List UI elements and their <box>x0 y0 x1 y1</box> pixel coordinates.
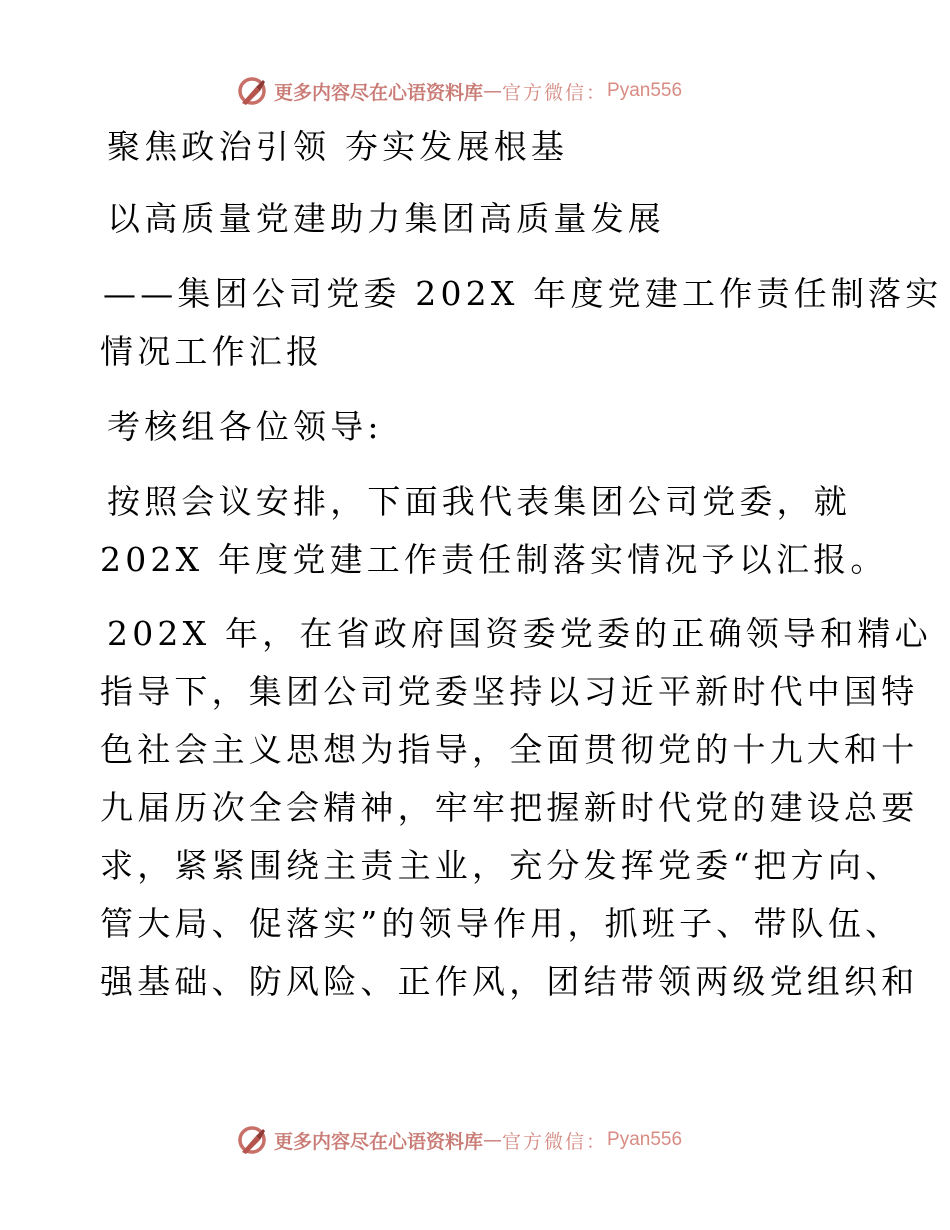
paragraph-1-line-1: 按照会议安排，下面我代表集团公司党委，就 <box>107 482 851 521</box>
paragraph-2-line-1: 202X 年，在省政府国资委党委的正确领导和精心 <box>107 614 932 653</box>
watermark-wechat-id: Pyan556 <box>607 1129 683 1150</box>
paragraph-2-line-2: 指导下，集团公司党委坚持以习近平新时代中国特 <box>100 672 919 711</box>
watermark-footer <box>236 1122 682 1158</box>
watermark-dash: — <box>483 1129 503 1151</box>
watermark-wechat-label: 官方微信： <box>502 1130 608 1153</box>
document-subtitle-line-2: 情况工作汇报 <box>100 332 324 371</box>
paragraph-1-line-2: 202X 年度党建工作责任制落实情况予以汇报。 <box>100 540 888 579</box>
paragraph-2-line-3: 色社会主义思想为指导，全面贯彻党的十九大和十 <box>100 730 919 769</box>
document-title-line-1: 聚焦政治引领 夯实发展根基 <box>107 127 569 166</box>
watermark-site-name: 更多内容尽在心语资料库 <box>274 1130 484 1153</box>
watermark-wechat-id: Pyan556 <box>607 80 683 101</box>
paragraph-2-line-6: 管大局、促落实”的领导作用，抓班子、带队伍、 <box>100 904 903 943</box>
watermark-header <box>236 73 682 109</box>
document-salutation: 考核组各位领导: <box>107 407 383 446</box>
document-title-line-2: 以高质量党建助力集团高质量发展 <box>107 199 665 238</box>
pen-logo-icon <box>236 1124 268 1156</box>
watermark-dash: — <box>483 80 503 102</box>
watermark-site-name: 更多内容尽在心语资料库 <box>274 81 484 104</box>
document-subtitle-line-1: ——集团公司党委 202X 年度党建工作责任制落实 <box>103 274 943 313</box>
paragraph-2-line-4: 九届历次全会精神，牢牢把握新时代党的建设总要 <box>100 788 919 827</box>
paragraph-2-line-7: 强基础、防风险、正作风，团结带领两级党组织和 <box>100 962 919 1001</box>
pen-logo-icon <box>236 75 268 107</box>
watermark-wechat-label: 官方微信： <box>502 81 608 104</box>
paragraph-2-line-5: 求，紧紧围绕主责主业，充分发挥党委“把方向、 <box>100 846 903 885</box>
